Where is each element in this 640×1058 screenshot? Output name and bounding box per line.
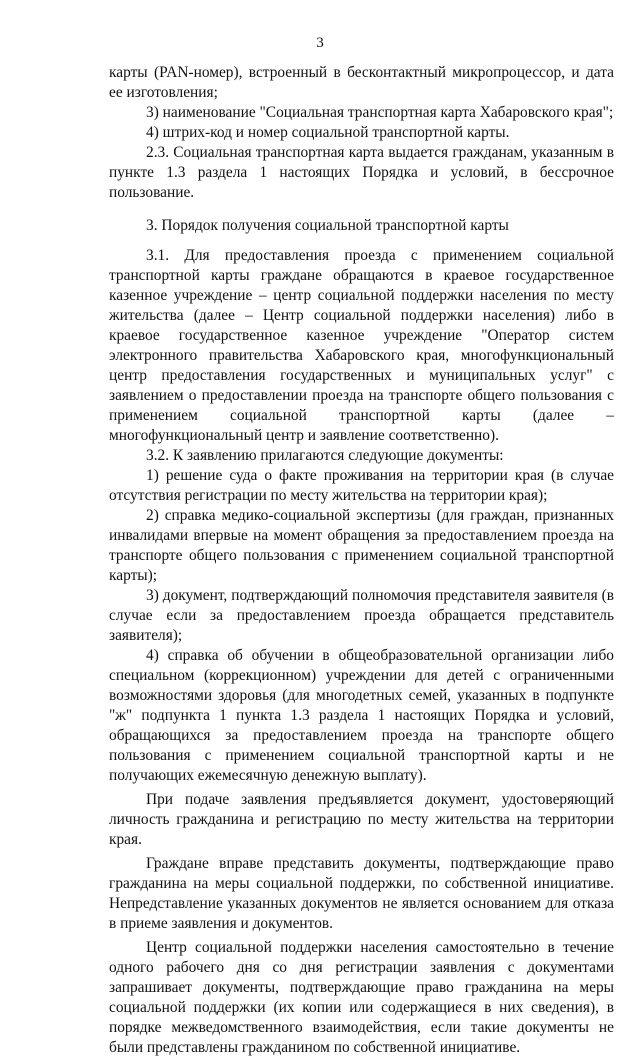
paragraph-identity-document: При подаче заявления предъявляется документ, удостоверяющий личность гражданина и регистрацию по месту жительства на территории края.: [109, 791, 614, 848]
section-3-heading: 3. Порядок получения социальной транспортной карты: [146, 217, 509, 234]
list-item-3-representative-document: 3) документ, подтверждающий полномочия представителя заявителя (в случае если за предоставлением проезда обращается представитель заявителя);: [109, 587, 614, 644]
list-item-2-medical-certificate: 2) справка медико-социальной экспертизы (для граждан, признанных инвалидами впервые на момент обращения за предоставлением проезда на транспорте общего пользования с применением социальной транспортной карты);: [109, 507, 614, 584]
list-item-1-court-decision: 1) решение суда о факте проживания на территории края (в случае отсутствия регистрации по месту жительства на территории края);: [109, 467, 614, 504]
document-body: [109, 63, 614, 1058]
list-item-4-education-certificate: 4) справка об обучении в общеобразовательной организации либо специальном (коррекционном) учреждении для детей с ограниченными возможностями здоровья (для многодетных семей, указанных в подпункте "ж" подпункта 1 пункта 1.3 раздела 1 настоящих Порядка и условий, обращающихся за предоставлением проезда на транспорте общего пользования с применением социальной транспортной карты и не получающих ежемесячную денежную выплату).: [109, 647, 614, 784]
paragraph-interagency-request: Центр социальной поддержки населения самостоятельно в течение одного рабочего дня со дня регистрации заявления с документами запрашивает документы, подтверждающие право гражданина на меры социальной поддержки (их копии или содержащиеся в них сведения), в порядке межведомственного взаимодействия, если такие документы не были представлены гражданином по собственной инициативе.: [109, 939, 614, 1056]
paragraph-item-3-card-name: 3) наименование "Социальная транспортная карта Хабаровского края";: [146, 104, 614, 121]
paragraph-item-4-barcode: 4) штрих-код и номер социальной транспортной карты.: [146, 124, 510, 141]
paragraph-3-2: 3.2. К заявлению прилагаются следующие документы:: [146, 447, 504, 464]
paragraph-3-1: 3.1. Для предоставления проезда с применением социальной транспортной карты граждане обращаются в краевое государственное казенное учреждение – центр социальной поддержки населения по месту жительства (далее – Центр социальной поддержки населения) либо в краевое государственное казенное учреждение "Оператор систем электронного правительства Хабаровского края, многофункциональный центр предоставления государственных и муниципальных услуг" с заявлением о предоставлении проезда на транспорте общего пользования с применением социальной транспортной карты (далее – многофункциональный центр и заявление соответственно).: [109, 247, 614, 444]
paragraph-2-3: 2.3. Социальная транспортная карта выдается гражданам, указанным в пункте 1.3 раздела 1 настоящих Порядка и условий, в бессрочное пользование.: [109, 144, 614, 201]
paragraph-card-number-continuation: карты (PAN-номер), встроенный в бесконтактный микропроцессор, и дата ее изготовления;: [109, 64, 614, 101]
paragraph-own-initiative: Граждане вправе представить документы, подтверждающие право гражданина на меры социальной поддержки, по собственной инициативе. Непредставление указанных документов не является основанием для отказа в приеме заявления и документов.: [109, 855, 614, 932]
page-number: 3: [316, 35, 324, 51]
